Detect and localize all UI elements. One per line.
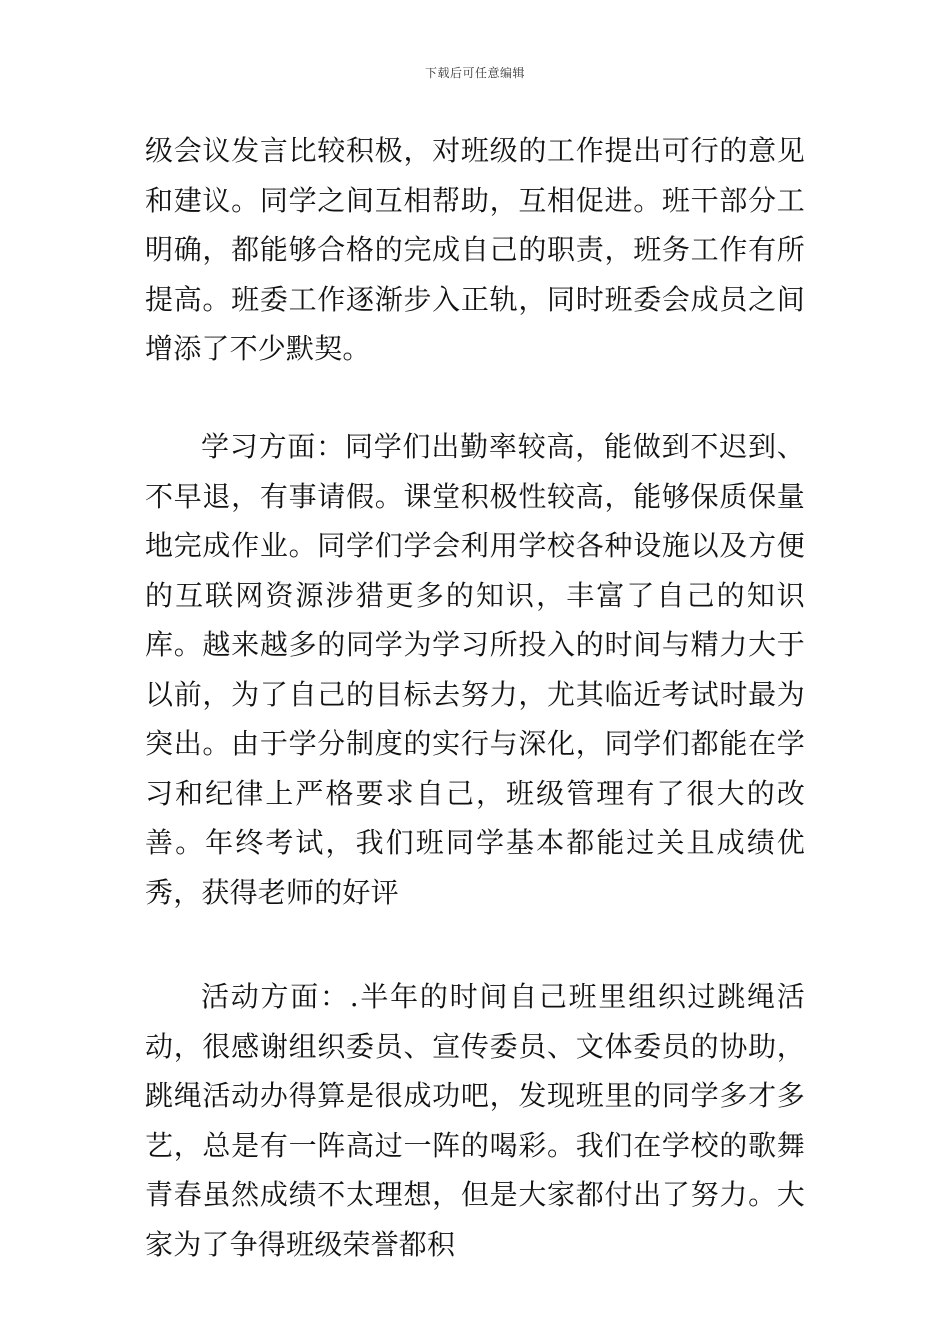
header-note: 下载后可任意编辑	[424, 66, 525, 80]
paragraph-class-meetings: 级会议发言比较积极，对班级的工作提出可行的意见和建议。同学之间互相帮助，互相促进。班干部分工明确，都能够合格的完成自己的职责，班务工作有所提高。班委工作逐渐步入正轨，同时班委会成员之间增添了不少默契。	[145, 134, 805, 365]
paragraph-activities: 活动方面：.半年的时间自己班里组织过跳绳活动，很感谢组织委员、宣传委员、文体委员的协助，跳绳活动办得算是很成功吧，发现班里的同学多才多艺，总是有一阵高过一阵的喝彩。我们在学校的歌舞青春虽然成绩不太理想，但是大家都付出了努力。大家为了争得班级荣誉都积	[145, 980, 805, 1261]
paragraph-study: 学习方面：同学们出勤率较高，能做到不迟到、不早退，有事请假。课堂积极性较高，能够保质保量地完成作业。同学们学会利用学校各种设施以及方便的互联网资源涉猎更多的知识，丰富了自己的知识库。越来越多的同学为学习所投入的时间与精力大于以前，为了自己的目标去努力，尤其临近考试时最为突出。由于学分制度的实行与深化，同学们都能在学习和纪律上严格要求自己，班级管理有了很大的改善。年终考试，我们班同学基本都能过关且成绩优秀，获得老师的好评	[145, 430, 805, 909]
